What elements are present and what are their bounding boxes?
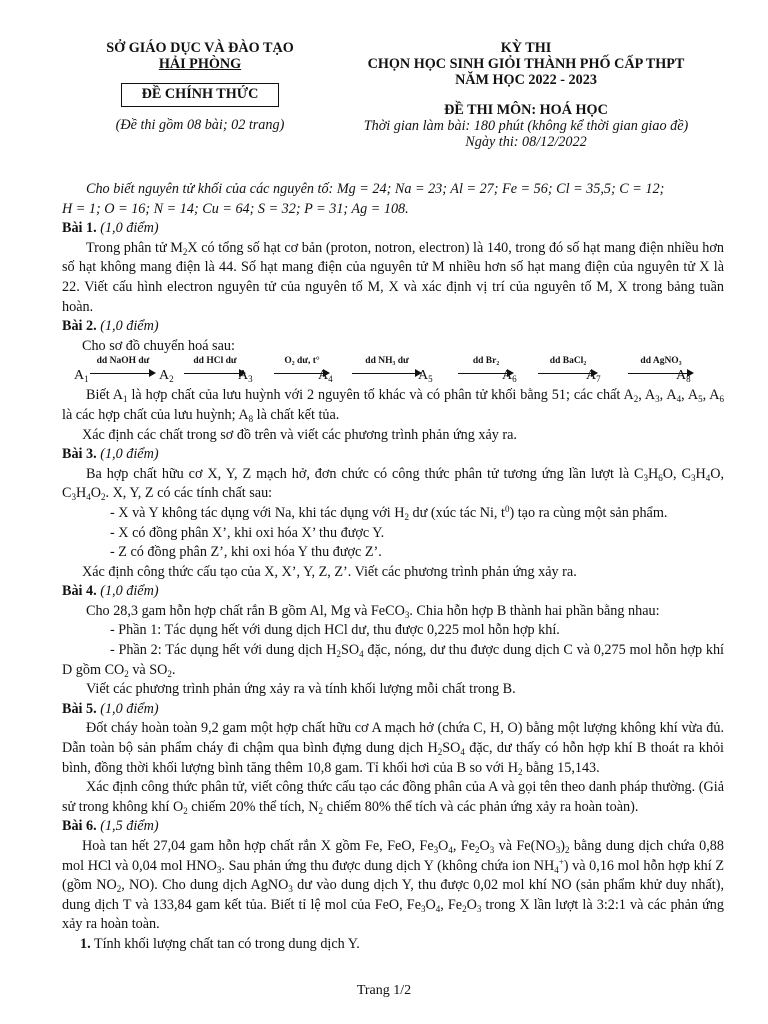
chain-node-a5: $A_5$ bbox=[418, 368, 433, 385]
bai5-heading: Bài 5. (1,0 điểm) bbox=[62, 700, 159, 717]
exam-body bbox=[62, 180, 724, 955]
exam-date: Ngày thi: 08/12/2022 bbox=[465, 134, 587, 150]
bai1-text: Trong phân tử $M_2X$ có tổng số hạt cơ bản (proton, notron, electron) là 140, trong đó số hạt mang điện nhiều hơn số hạt không mang điện là 44. Số hạt mang điện của nguyên tử M nhiều hơn số hạt mang điện của nguyên tử X là 22. Viết cấu hình electron nguyên tử của nguyên tố M, X và xác định vị trí của nguyên tố M, X trong bảng tuần hoàn. bbox=[62, 239, 725, 315]
chain-node-a7: $A_7$ bbox=[586, 368, 601, 385]
chain-arrow-2: dd HCl dư bbox=[184, 356, 246, 374]
bai3-task: Xác định công thức cấu tạo của X, X’, Y, Z, Z’. Viết các phương trình phản ứng xảy ra. bbox=[82, 563, 577, 580]
bai3-heading: Bài 3. (1,0 điểm) bbox=[62, 446, 159, 463]
bai1-heading: Bài 1. (1,0 điểm) bbox=[62, 220, 159, 237]
conversion-scheme bbox=[62, 356, 724, 384]
bai3-item-1: - X và Y không tác dụng với Na, khi tác dụng với $H_2$ dư (xúc tác Ni, $t^0$) tạo ra cùng một sản phẩm. bbox=[110, 503, 668, 522]
chain-node-a6: $A_6$ bbox=[502, 368, 517, 385]
bai6-question-1: 1. Tính khối lượng chất tan có trong dung dịch Y. bbox=[80, 935, 360, 952]
header-left bbox=[80, 40, 320, 134]
chain-node-a1: $A_1$ bbox=[74, 368, 89, 385]
chain-node-a8: $A_8$ bbox=[676, 368, 691, 385]
bai4-task: Viết các phương trình phản ứng xảy ra và tính khối lượng mỗi chất trong B. bbox=[86, 681, 516, 698]
chain-node-a3: $A_3$ bbox=[238, 368, 253, 385]
bai5-text: Đốt cháy hoàn toàn 9,2 gam một hợp chất hữu cơ A mạch hở (chứa C, H, O) bằng một lượng không khí vừa đủ. Dẫn toàn bộ sản phẩm cháy đi chậm qua bình đựng dung dịch $H_2SO_4$ đặc, dư thấy có hỗn hợp khí B thoát ra khỏi bình, đồng thời khối lượng bình tăng thêm 10,8 gam. Tỉ khối hơi của B so với $H_2$ bằng 15,143. bbox=[62, 720, 724, 777]
bai4-text: Cho 28,3 gam hỗn hợp chất rắn B gồm Al, Mg và FeCO$_3$. Chia hỗn hợp B thành hai phần bằng nhau: bbox=[86, 602, 660, 620]
city-name: HẢI PHÒNG bbox=[158, 56, 242, 72]
atomic-mass-line2: H = 1; O = 16; N = 14; Cu = 64; S = 32; P = 31; Ag = 108. bbox=[62, 200, 409, 217]
chain-arrow-4: dd NH₃ dư bbox=[352, 356, 422, 374]
bai2-task: Xác định các chất trong sơ đồ trên và viết các phương trình phản ứng xảy ra. bbox=[82, 426, 517, 443]
header-right bbox=[330, 40, 722, 150]
chain-arrow-7: dd AgNO₃ bbox=[628, 356, 694, 374]
bai4-part-1: - Phần 1: Tác dụng hết với dung dịch HCl dư, thu được 0,225 mol hỗn hợp khí. bbox=[110, 622, 560, 639]
chain-node-a4: $A_4$ bbox=[318, 368, 333, 385]
department-name: SỞ GIÁO DỤC VÀ ĐÀO TẠO bbox=[106, 40, 294, 56]
school-year: NĂM HỌC 2022 - 2023 bbox=[455, 72, 597, 88]
exam-subtitle: CHỌN HỌC SINH GIỎI THÀNH PHỐ CẤP THPT bbox=[367, 56, 685, 72]
chain-arrow-6: dd BaCl₂ bbox=[538, 356, 598, 374]
exam-duration: Thời gian làm bài: 180 phút (không kể thời gian giao đề) bbox=[363, 118, 689, 134]
pages-note: (Đề thi gồm 08 bài; 02 trang) bbox=[115, 117, 285, 133]
bai2-desc: Biết $A_1$ là hợp chất của lưu huỳnh với 2 nguyên tố khác và có phân tử khối bằng 51; các chất $A_2$, $A_3$, $A_4$, $A_5$, $A_6$ là các hợp chất của lưu huỳnh; $A_8$ là chất kết tủa. bbox=[62, 387, 725, 424]
bai3-item-3: - Z có đồng phân Z’, khi oxi hóa Y thu được Z’. bbox=[110, 544, 382, 561]
chain-arrow-1: dd NaOH dư bbox=[90, 356, 156, 374]
bai3-text: Ba hợp chất hữu cơ X, Y, Z mạch hở, đơn chức có công thức phân tử tương ứng lần lượt là $C_3H_6O$, $C_3H_4O$, $C_3H_4O_2$. X, Y, Z có các tính chất sau: bbox=[62, 465, 724, 503]
exam-title: KỲ THI bbox=[500, 40, 552, 56]
bai4-heading: Bài 4. (1,0 điểm) bbox=[62, 583, 159, 600]
atomic-mass-line1: Cho biết nguyên tử khối của các nguyên tố: Mg = 24; Na = 23; Al = 27; Fe = 56; Cl = 35,5; C = 12; bbox=[86, 181, 665, 197]
chain-arrow-3: O₂ dư, t° bbox=[274, 356, 330, 374]
bai6-text: Hoà tan hết 27,04 gam hỗn hợp chất rắn X gồm Fe, FeO, $Fe_3O_4$, $Fe_2O_3$ và $Fe(NO_3)_2$ bằng dung dịch chứa 0,88 mol HCl và 0,04 mol $HNO_3$. Sau phản ứng thu được dung dịch Y (không chứa ion $NH_4^+$) và 0,16 mol hỗn hợp khí Z (gồm $NO_2$, NO). Cho dung dịch AgNO$_3$ dư vào dung dịch Y, thu được 0,02 mol khí NO (sản phẩm khử duy nhất), dung dịch T và 133,84 gam kết tủa. Biết tỉ lệ mol của FeO, $Fe_3O_4$, $Fe_2O_3$ trong X lần lượt là 3:2:1 và các phản ứng xảy ra hoàn toàn. bbox=[62, 838, 725, 933]
chain-node-a2: $A_2$ bbox=[159, 368, 174, 385]
bai5-task: Xác định công thức phân tử, viết công thức cấu tạo các đồng phân của A và gọi tên theo danh pháp thường. (Giả sử trong không khí $O_2$ chiếm 20% thể tích, $N_2$ chiếm 80% thể tích và các phản ứng xảy ra hoàn toàn). bbox=[62, 779, 724, 816]
bai2-heading: Bài 2. (1,0 điểm) bbox=[62, 318, 159, 335]
bai4-part-2: - Phần 2: Tác dụng hết với dung dịch $H_2SO_4$ đặc, nóng, dư thu được dung dịch C và 0,275 mol hỗn hợp khí D gồm $CO_2$ và $SO_2$. bbox=[62, 642, 724, 679]
official-badge: ĐỀ CHÍNH THỨC bbox=[121, 83, 280, 107]
chain-arrow-5: dd Br₂ bbox=[458, 356, 514, 374]
subject-title: ĐỀ THI MÔN: HOÁ HỌC bbox=[444, 102, 608, 118]
bai3-item-2: - X có đồng phân X’, khi oxi hóa X’ thu được Y. bbox=[110, 524, 385, 541]
bai2-intro: Cho sơ đồ chuyển hoá sau: bbox=[82, 337, 235, 354]
page-number: Trang 1/2 bbox=[356, 983, 412, 998]
bai6-heading: Bài 6. (1,5 điểm) bbox=[62, 818, 159, 835]
